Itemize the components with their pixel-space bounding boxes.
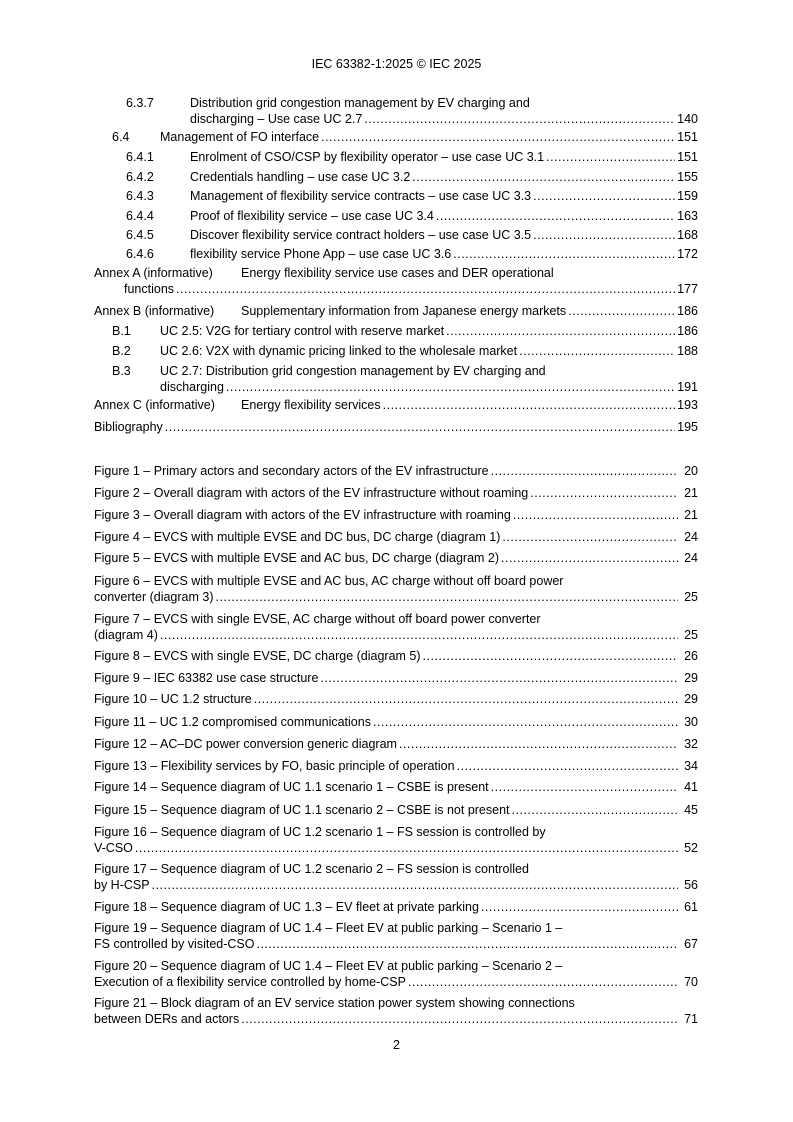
page-reference: 163 (677, 209, 698, 223)
toc-entry-title: discharging – Use case UC 2.7 (190, 111, 363, 126)
page-reference: 172 (677, 247, 698, 261)
toc-entry-number: B.3 (112, 364, 131, 378)
page-reference: 191 (677, 379, 698, 394)
figure-caption: Figure 4 – EVCS with multiple EVSE and DC bus, DC charge (diagram 1) (94, 530, 501, 544)
figure-caption: Figure 2 – Overall diagram with actors of the EV infrastructure without roaming (94, 486, 529, 500)
figure-entry[interactable] (94, 551, 698, 567)
toc-entry[interactable] (94, 150, 698, 166)
dot-leader (373, 715, 678, 731)
page-reference: 67 (684, 936, 698, 951)
page-reference: 177 (677, 281, 698, 296)
page-reference: 70 (684, 974, 698, 989)
dot-leader (160, 628, 678, 644)
toc-entry[interactable] (94, 266, 698, 297)
figure-caption: Figure 5 – EVCS with multiple EVSE and AC bus, DC charge (diagram 2) (94, 551, 500, 565)
toc-entry-title-line: Distribution grid congestion management by EV charging and (190, 96, 530, 110)
page-reference: 188 (677, 344, 698, 358)
figure-caption-line: Figure 16 – Sequence diagram of UC 1.2 scenario 1 – FS session is controlled by (94, 825, 546, 839)
toc-entry-title: flexibility service Phone App – use case UC 3.6 (190, 247, 452, 261)
figure-caption: V-CSO (94, 840, 133, 855)
toc-entry[interactable] (94, 247, 698, 263)
page-reference: 24 (684, 551, 698, 565)
dot-leader (513, 508, 678, 524)
dot-leader (226, 380, 675, 396)
dot-leader (481, 900, 678, 916)
figure-caption-line: Figure 21 – Block diagram of an EV service station power system showing connections (94, 996, 575, 1010)
toc-entry[interactable] (94, 130, 698, 146)
page-reference: 24 (684, 530, 698, 544)
toc-entry[interactable] (94, 228, 698, 244)
figure-caption: FS controlled by visited-CSO (94, 936, 255, 951)
dot-leader (453, 247, 675, 263)
figure-caption: Figure 1 – Primary actors and secondary actors of the EV infrastructure (94, 464, 489, 478)
toc-entry-title-line: Energy flexibility service use cases and DER operational (241, 266, 554, 280)
dot-leader (501, 551, 678, 567)
page-reference: 45 (684, 803, 698, 817)
page-header: IEC 63382-1:2025 © IEC 2025 (311, 57, 482, 71)
page-reference: 195 (677, 420, 698, 434)
figure-caption: by H-CSP (94, 877, 150, 892)
figure-caption: Execution of a flexibility service controlled by home-CSP (94, 974, 406, 989)
dot-leader (412, 170, 675, 186)
toc-entry-title: Enrolment of CSO/CSP by flexibility operator – use case UC 3.1 (190, 150, 545, 164)
dot-leader (320, 671, 678, 687)
figure-entry[interactable] (94, 464, 698, 480)
toc-entry[interactable] (94, 324, 698, 340)
toc-entry-title: UC 2.5: V2G for tertiary control with reserve market (160, 324, 445, 338)
toc-entry[interactable] (94, 398, 698, 414)
figure-entry[interactable] (94, 574, 698, 605)
figure-caption-line: Figure 20 – Sequence diagram of UC 1.4 – Fleet EV at public parking – Scenario 2 – (94, 959, 563, 973)
page-reference: 25 (684, 589, 698, 604)
figure-caption: Figure 11 – UC 1.2 compromised communications (94, 715, 371, 729)
toc-entry-title: Management of flexibility service contracts – use case UC 3.3 (190, 189, 532, 203)
figure-caption: Figure 3 – Overall diagram with actors of the EV infrastructure with roaming (94, 508, 511, 522)
figure-entry[interactable] (94, 737, 698, 753)
toc-entry-number: 6.4.3 (126, 189, 154, 203)
toc-entry-title: Discover flexibility service contract holders – use case UC 3.5 (190, 228, 532, 242)
dot-leader (568, 304, 675, 320)
dot-leader (457, 759, 678, 775)
toc-entry-title: Management of FO interface (160, 130, 320, 144)
toc-entry-number: Annex B (informative) (94, 304, 215, 318)
figure-caption: Figure 14 – Sequence diagram of UC 1.1 scenario 1 – CSBE is present (94, 780, 489, 794)
figure-caption: Figure 10 – UC 1.2 structure (94, 692, 252, 706)
page-reference: 52 (684, 840, 698, 855)
figure-caption: Figure 15 – Sequence diagram of UC 1.1 scenario 2 – CSBE is not present (94, 803, 510, 817)
toc-entry-number: 6.4.6 (126, 247, 154, 261)
toc-entry[interactable] (94, 344, 698, 360)
dot-leader (530, 486, 678, 502)
figure-entry[interactable] (94, 612, 698, 643)
figure-entry[interactable] (94, 996, 698, 1027)
figure-entry[interactable] (94, 803, 698, 819)
dot-leader (383, 398, 676, 414)
dot-leader (399, 737, 678, 753)
page-reference: 140 (677, 111, 698, 126)
figure-entry[interactable] (94, 530, 698, 546)
page-reference: 186 (677, 324, 698, 338)
figure-entry[interactable] (94, 780, 698, 796)
toc-entry-number: Annex A (informative) (94, 266, 213, 280)
dot-leader (364, 112, 675, 128)
toc-entry-title: Proof of flexibility service – use case UC 3.4 (190, 209, 434, 223)
figure-entry[interactable] (94, 759, 698, 775)
page-reference: 61 (684, 900, 698, 914)
figure-caption: Figure 12 – AC–DC power conversion generic diagram (94, 737, 397, 751)
toc-entry-number: 6.4 (112, 130, 130, 144)
toc-entry-title: discharging (160, 379, 224, 394)
figure-entry[interactable] (94, 825, 698, 856)
page-reference: 26 (684, 649, 698, 663)
toc-entry-number: 6.3.7 (126, 96, 154, 110)
toc-entry-number: Annex C (informative) (94, 398, 215, 412)
toc-entry[interactable] (94, 304, 698, 320)
toc-entry-title: Bibliography (94, 420, 163, 434)
toc-entry[interactable] (94, 96, 698, 127)
figure-entry[interactable] (94, 959, 698, 990)
figure-caption: Figure 9 – IEC 63382 use case structure (94, 671, 319, 685)
figure-caption: Figure 13 – Flexibility services by FO, basic principle of operation (94, 759, 455, 773)
dot-leader (176, 282, 675, 298)
dot-leader (408, 975, 678, 991)
page-reference: 56 (684, 877, 698, 892)
figure-entry[interactable] (94, 921, 698, 952)
figure-caption: converter (diagram 3) (94, 589, 214, 604)
dot-leader (512, 803, 678, 819)
page-reference: 21 (684, 508, 698, 522)
dot-leader (519, 344, 675, 360)
toc-entry-title: functions (124, 281, 175, 296)
figure-caption: between DERs and actors (94, 1011, 240, 1026)
figure-caption-line: Figure 7 – EVCS with single EVSE, AC charge without off board power converter (94, 612, 541, 626)
figure-caption: (diagram 4) (94, 627, 158, 642)
figure-entry[interactable] (94, 649, 698, 665)
figure-entry[interactable] (94, 692, 698, 708)
dot-leader (446, 324, 675, 340)
page-reference: 151 (677, 130, 698, 144)
page-number: 2 (393, 1038, 400, 1052)
toc-entry[interactable] (94, 170, 698, 186)
dot-leader (254, 692, 678, 708)
page-reference: 30 (684, 715, 698, 729)
page-reference: 186 (677, 304, 698, 318)
dot-leader (502, 530, 678, 546)
figure-entry[interactable] (94, 508, 698, 524)
figure-caption: Figure 8 – EVCS with single EVSE, DC charge (diagram 5) (94, 649, 421, 663)
page-reference: 25 (684, 627, 698, 642)
figure-caption: Figure 18 – Sequence diagram of UC 1.3 – EV fleet at private parking (94, 900, 479, 914)
page-reference: 41 (684, 780, 698, 794)
toc-entry[interactable] (94, 209, 698, 225)
page-reference: 20 (684, 464, 698, 478)
toc-entry[interactable] (94, 420, 698, 436)
toc-entry-title: UC 2.6: V2X with dynamic pricing linked to the wholesale market (160, 344, 518, 358)
page-reference: 29 (684, 692, 698, 706)
toc-entry[interactable] (94, 364, 698, 395)
page-reference: 159 (677, 189, 698, 203)
toc-entry[interactable] (94, 189, 698, 205)
dot-leader (423, 649, 678, 665)
page-reference: 155 (677, 170, 698, 184)
page-reference: 21 (684, 486, 698, 500)
dot-leader (135, 841, 678, 857)
page-reference: 151 (677, 150, 698, 164)
dot-leader (491, 464, 678, 480)
figure-entry[interactable] (94, 671, 698, 687)
dot-leader (152, 878, 678, 894)
dot-leader (321, 130, 675, 146)
figure-caption-line: Figure 19 – Sequence diagram of UC 1.4 – Fleet EV at public parking – Scenario 1 – (94, 921, 563, 935)
page-reference: 34 (684, 759, 698, 773)
toc-entry-title: Supplementary information from Japanese energy markets (241, 304, 567, 318)
figure-entry[interactable] (94, 486, 698, 502)
dot-leader (546, 150, 675, 166)
dot-leader (241, 1012, 678, 1028)
figure-caption-line: Figure 17 – Sequence diagram of UC 1.2 scenario 2 – FS session is controlled (94, 862, 529, 876)
page-reference: 193 (677, 398, 698, 412)
dot-leader (216, 590, 679, 606)
dot-leader (491, 780, 678, 796)
toc-entry-title: Energy flexibility services (241, 398, 381, 412)
page-reference: 29 (684, 671, 698, 685)
toc-entry-number: B.1 (112, 324, 131, 338)
toc-entry-title-line: UC 2.7: Distribution grid congestion management by EV charging and (160, 364, 546, 378)
toc-entry-number: 6.4.5 (126, 228, 154, 242)
figure-entry[interactable] (94, 862, 698, 893)
dot-leader (533, 189, 675, 205)
figure-entry[interactable] (94, 715, 698, 731)
figure-caption-line: Figure 6 – EVCS with multiple EVSE and AC bus, AC charge without off board power (94, 574, 564, 588)
page-reference: 71 (684, 1011, 698, 1026)
toc-entry-number: B.2 (112, 344, 131, 358)
page-reference: 32 (684, 737, 698, 751)
toc-entry-number: 6.4.4 (126, 209, 154, 223)
toc-entry-number: 6.4.2 (126, 170, 154, 184)
figure-entry[interactable] (94, 900, 698, 916)
dot-leader (436, 209, 675, 225)
dot-leader (533, 228, 675, 244)
toc-entry-number: 6.4.1 (126, 150, 154, 164)
toc-entry-title: Credentials handling – use case UC 3.2 (190, 170, 411, 184)
dot-leader (256, 937, 678, 953)
dot-leader (165, 420, 675, 436)
page-reference: 168 (677, 228, 698, 242)
